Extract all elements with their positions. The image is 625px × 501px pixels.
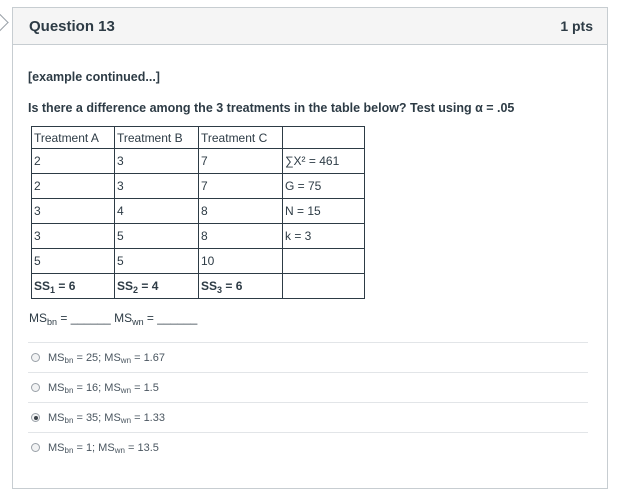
table-cell: [283, 249, 365, 274]
table-cell: 4: [115, 199, 199, 224]
answer-label: MSbn = 35; MSwn = 1.33: [48, 411, 165, 425]
table-cell: 3: [115, 149, 199, 174]
table-row: [32, 249, 365, 274]
table-cell: G = 75: [283, 174, 365, 199]
radio-button[interactable]: [31, 383, 40, 392]
table-cell: ∑X² = 461: [283, 149, 365, 174]
treatment-table: [31, 126, 365, 299]
radio-button[interactable]: [31, 413, 40, 422]
table-cell: 2: [32, 174, 115, 199]
table-cell: 5: [115, 224, 199, 249]
header-cell: Treatment A: [32, 127, 115, 149]
table-row: [32, 174, 365, 199]
points-value: 1 pts: [560, 18, 593, 34]
table-cell: [283, 274, 365, 299]
header-cell: Treatment B: [115, 127, 199, 149]
table-header-row: [32, 127, 365, 149]
header-cell: [283, 127, 365, 149]
ss-cell: $SS_2 = 4$: [115, 274, 199, 299]
table-cell: 5: [32, 249, 115, 274]
table-cell: 8: [199, 224, 283, 249]
table-cell: 7: [199, 174, 283, 199]
answer-label: MSbn = 16; MSwn = 1.5: [48, 381, 159, 395]
table-cell: 8: [199, 199, 283, 224]
table-cell: 7: [199, 149, 283, 174]
table-row: [32, 224, 365, 249]
answer-option[interactable]: [28, 402, 588, 432]
question-card: [12, 7, 608, 489]
answer-option[interactable]: [28, 372, 588, 402]
question-body: [13, 70, 607, 462]
answer-option[interactable]: [28, 342, 588, 372]
answer-list: [28, 342, 588, 462]
table-row: [32, 149, 365, 174]
table-cell: 5: [115, 249, 199, 274]
ss-cell: $SS_3 = 6$: [199, 274, 283, 299]
continued-note: [example continued...]: [28, 70, 160, 84]
table-cell: N = 15: [283, 199, 365, 224]
radio-button[interactable]: [31, 353, 40, 362]
table-cell: 10: [199, 249, 283, 274]
table-cell: k = 3: [283, 224, 365, 249]
radio-button[interactable]: [31, 443, 40, 452]
table-cell: 3: [115, 174, 199, 199]
table-cell: 3: [32, 199, 115, 224]
answer-option[interactable]: [28, 432, 588, 462]
question-prompt: Is there a difference among the 3 treatments in the table below? Test using α = .05: [28, 101, 515, 115]
ss-row: [32, 274, 365, 299]
chevron-right-icon: [0, 13, 9, 31]
question-title: Question 13: [29, 17, 115, 35]
header-cell: Treatment C: [199, 127, 283, 149]
ss-cell: $SS_1 = 6$: [32, 274, 115, 299]
answer-label: MSbn = 1; MSwn = 13.5: [48, 441, 159, 455]
question-header: [13, 8, 607, 45]
table-cell: 2: [32, 149, 115, 174]
table-cell: 3: [32, 224, 115, 249]
ms-blank-line: $MS_{bn}$ = ______ $MS_{wn}$ = ______: [29, 311, 198, 327]
table-row: [32, 199, 365, 224]
answer-label: MSbn = 25; MSwn = 1.67: [48, 351, 165, 365]
